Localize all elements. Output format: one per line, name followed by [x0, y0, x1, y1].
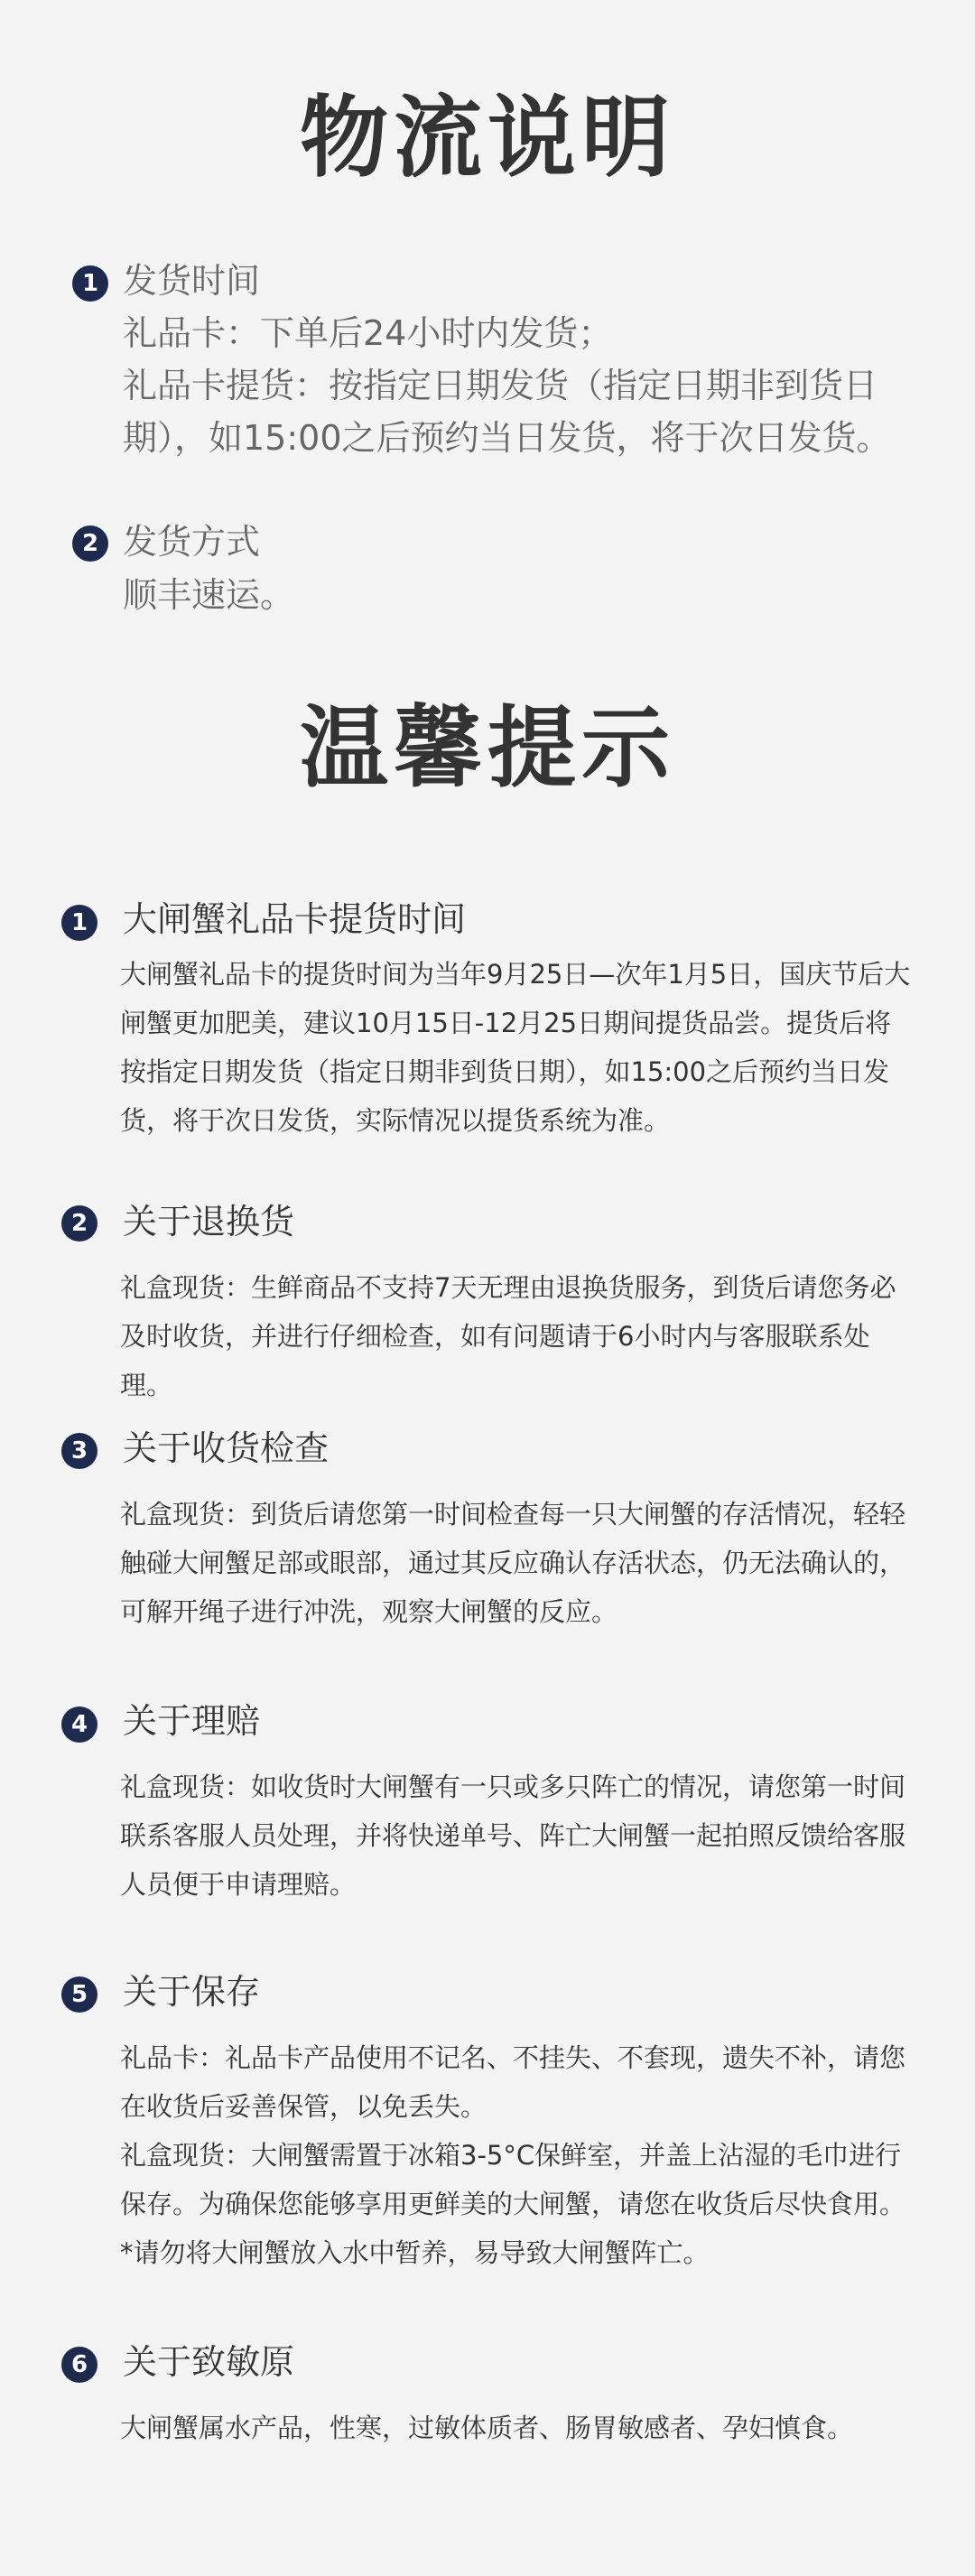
- number-badge-6: 6: [61, 2347, 98, 2383]
- number-badge-5: 5: [61, 1976, 98, 2013]
- logistics-title: 物流说明: [299, 87, 675, 190]
- tip-heading-returns: 关于退换货: [123, 1202, 295, 1242]
- tip-paragraph: 礼盒现货：到货后请您第一时间检查每一只大闸蟹的存活情况，轻轻触碰大闸蟹足部或眼部，通过其反应确认存活状态，仍无法确认的，可解开绳子进行冲洗，观察大闸蟹的反应。: [120, 1499, 906, 1627]
- tip-heading-pickup-time: 大闸蟹礼品卡提货时间: [123, 899, 467, 939]
- tip-paragraph: 礼盒现货：生鲜商品不支持7天无理由退换货服务，到货后请您务必及时收货，并进行仔细检查，如有问题请于6小时内与客服联系处理。: [120, 1272, 896, 1400]
- tip-paragraph: 礼品卡：礼品卡产品使用不记名、不挂失、不套现，遗失不补，请您在收货后妥善保管，以免丢失。: [120, 2042, 906, 2122]
- tip-heading-allergens: 关于致敏原: [123, 2342, 295, 2382]
- number-badge-4: 4: [61, 1706, 98, 1743]
- number-badge-2: 2: [61, 1205, 98, 1242]
- tip-body-pickup-time: [120, 950, 915, 1145]
- tip-body-allergens: [120, 2404, 915, 2452]
- tip-heading-inspection: 关于收货检查: [123, 1428, 330, 1468]
- shipping-time-line: 礼品卡：下单后24小时内发货；: [123, 313, 613, 353]
- tip-heading-claims: 关于理赔: [123, 1701, 261, 1741]
- tip-paragraph: 大闸蟹属水产品，性寒，过敏体质者、肠胃敏感者、孕妇慎食。: [120, 2413, 854, 2443]
- shipping-time-text: [123, 307, 935, 464]
- number-badge-1: 1: [72, 265, 108, 302]
- number-badge-3: 3: [61, 1433, 98, 1469]
- tip-paragraph: *请勿将大闸蟹放入水中暂养，易导致大闸蟹阵亡。: [120, 2237, 710, 2268]
- tips-title: 温馨提示: [299, 697, 675, 800]
- number-badge-1: 1: [61, 905, 98, 941]
- shipping-time-heading: 发货时间: [123, 261, 261, 301]
- number-badge-2: 2: [72, 525, 108, 562]
- tip-body-inspection: [120, 1490, 915, 1636]
- shipping-time-line: 礼品卡提货：按指定日期发货（指定日期非到货日期），如15:00之后预约当日发货，将于次日发货。: [123, 366, 891, 458]
- shipping-method-line: 顺丰速运。: [123, 575, 295, 615]
- shipping-method-heading: 发货方式: [123, 522, 261, 562]
- shipping-method-text: [123, 569, 935, 621]
- tip-body-claims: [120, 1762, 915, 1909]
- tip-paragraph: 礼盒现货：大闸蟹需置于冰箱3-5°C保鲜室，并盖上沾湿的毛巾进行保存。为确保您能够享用更鲜美的大闸蟹，请您在收货后尽快食用。: [120, 2140, 906, 2219]
- tip-paragraph: 大闸蟹礼品卡的提货时间为当年9月25日—次年1月5日，国庆节后大闸蟹更加肥美，建议10月15日-12月25日期间提货品尝。提货后将按指定日期发货（指定日期非到货日期），如15:00之后预约当日发货，将于次日发货，实际情况以提货系统为准。: [120, 959, 911, 1136]
- tip-body-returns: [120, 1263, 915, 1409]
- tip-paragraph: 礼盒现货：如收货时大闸蟹有一只或多只阵亡的情况，请您第一时间联系客服人员处理，并将快递单号、阵亡大闸蟹一起拍照反馈给客服人员便于申请理赔。: [120, 1772, 906, 1900]
- tip-heading-storage: 关于保存: [123, 1972, 261, 2012]
- tip-body-storage: [120, 2033, 915, 2277]
